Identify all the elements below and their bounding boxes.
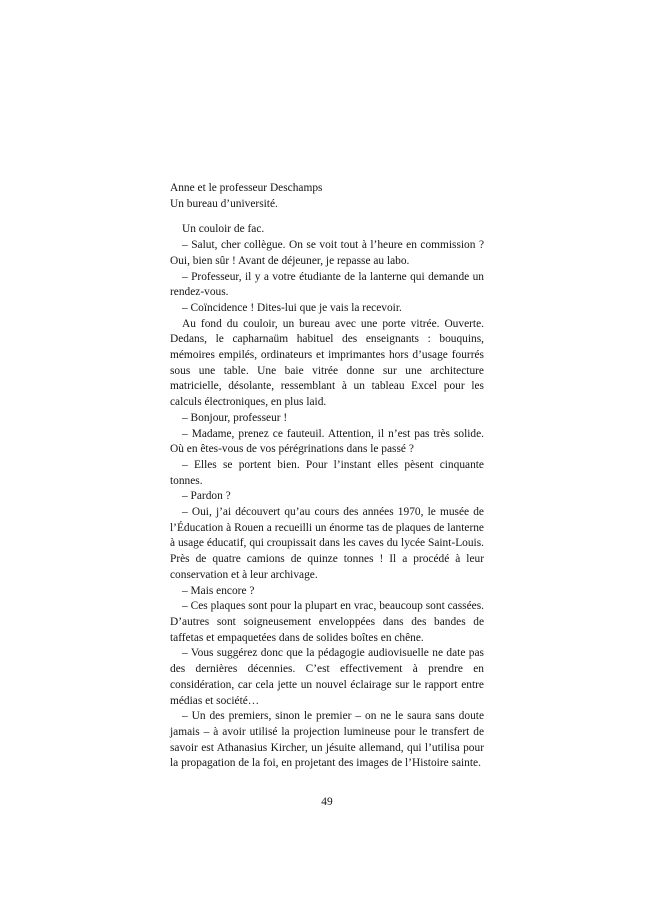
scene-header-line-1: Anne et le professeur Deschamps [170,182,323,194]
paragraph: – Ces plaques sont pour la plupart en vrac, beaucoup sont cassées. D’autres sont soigneusement enveloppées dans des bandes de taffetas et empaquetées dans de solides boîtes en chêne. [170,600,484,644]
paragraph: – Coïncidence ! Dites-lui que je vais la recevoir. [182,301,402,314]
paragraph: – Pardon ? [182,490,231,503]
scene-header-line-2: Un bureau d’université. [170,197,278,210]
page-number: 49 [321,796,333,808]
scene-header [170,181,484,212]
paragraph: – Vous suggérez donc que la pédagogie audiovisuelle ne date pas des dernières décennies. C’est effectivement à prendre en considération, car cela jette un nouvel éclairage sur le rapport entre médias et société… [170,647,484,707]
paragraph: – Salut, cher collègue. On se voit tout à l’heure en commission ? Oui, bien sûr ! Avant de déjeuner, je repasse au labo. [170,239,484,267]
paragraph: – Mais encore ? [182,584,255,597]
paragraph: – Oui, j’ai découvert qu’au cours des années 1970, le musée de l’Éducation à Rouen a recueilli un énorme tas de plaques de lanterne à usage éducatif, qui croupissait dans les caves du lycée Saint-Louis. Près de quatre camions de quinze tonnes ! Il a procédé à leur conservation et à leur archivage. [170,506,484,581]
text-block [170,181,484,772]
paragraph: – Un des premiers, sinon le premier – on ne le saura sans doute jamais – à avoir utilisé la projection lumineuse pour le transfert de savoir est Athanasius Kircher, un jésuite allemand, qui l’utilisa pour la propagation de la foi, en projetant des images de l’Histoire sainte. [170,710,484,770]
page-body [170,222,484,772]
paragraph: Un couloir de fac. [182,223,265,236]
paragraph: – Elles se portent bien. Pour l’instant elles pèsent cinquante tonnes. [170,458,484,487]
paragraph: Au fond du couloir, un bureau avec une porte vitrée. Ouverte. Dedans, le capharnaüm habituel des enseignants : bouquins, mémoires empilés, ordinateurs et imprimantes hors d’usage fourrés sous une table. Une baie vitrée donne sur une architecture matricielle, désolante, ressemblant à un tableau Excel pour les calculs électroniques, en plus laid. [170,317,484,409]
paragraph: – Bonjour, professeur ! [182,411,288,424]
paragraph: – Professeur, il y a votre étudiante de la lanterne qui demande un rendez-vous. [170,270,484,299]
paragraph: – Madame, prenez ce fauteuil. Attention, il n’est pas très solide. Où en êtes-vous de vos pérégrinations dans le passé ? [170,427,484,456]
